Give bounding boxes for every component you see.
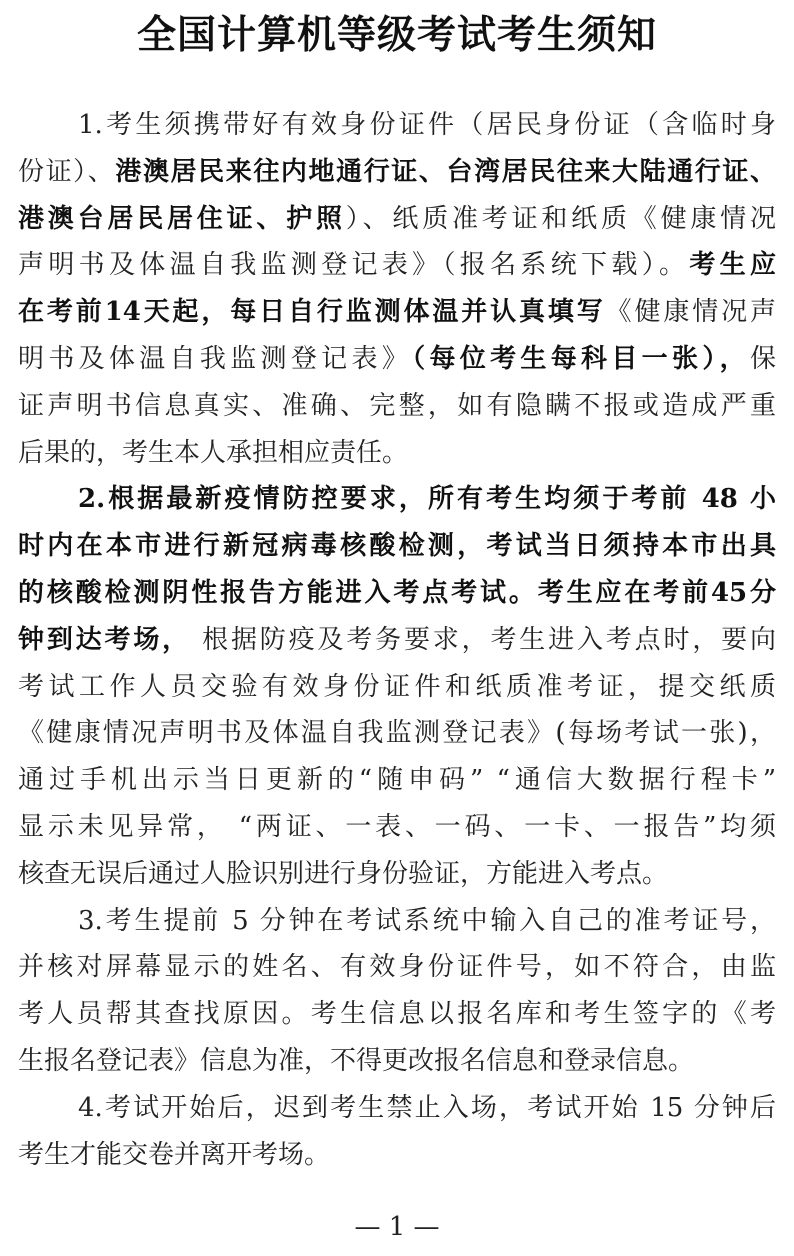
text-line xyxy=(18,898,776,945)
text: 《健康情况声 xyxy=(605,297,776,328)
bold-text: 在考前14天起，每日自行监测体温并认真填写 xyxy=(18,297,606,328)
text-line xyxy=(18,383,776,430)
text-line xyxy=(18,1085,776,1132)
text-line xyxy=(18,757,776,804)
text: 份证）、 xyxy=(18,156,116,187)
text-line xyxy=(18,196,776,243)
paragraph-3 xyxy=(18,898,776,1085)
bold-text: 的核酸检测阴性报告方能进入考点考试。考生应在考前45分 xyxy=(18,577,776,608)
text-line xyxy=(18,336,776,383)
text: 生报名登记表》信息为准，不得更改报名信息和登录信息。 xyxy=(18,1045,695,1076)
bold-text: 港澳居民来往内地通行证、台湾居民往来大陆通行证、 xyxy=(115,156,776,187)
bold-text: 钟到达考场， xyxy=(18,624,192,655)
text: ）、纸质准考证和纸质《健康情况 xyxy=(345,203,776,234)
text-line xyxy=(18,804,776,851)
text-line xyxy=(18,710,776,757)
text-line xyxy=(18,851,776,898)
text-line xyxy=(18,944,776,991)
bold-text: 考生应 xyxy=(689,250,776,281)
text-line xyxy=(18,523,776,570)
text: 考人员帮其查找原因。考生信息以报名库和考生签字的《考 xyxy=(18,999,776,1030)
text-line xyxy=(18,476,776,523)
document-title: 全国计算机等级考试考生须知 xyxy=(136,12,657,58)
text: 3.考生提前 5 分钟在考试系统中输入自己的准考证号， xyxy=(78,905,776,936)
text-line xyxy=(18,430,776,477)
text: 考生才能交卷并离开考场。 xyxy=(18,1139,331,1170)
text-line xyxy=(18,149,776,196)
paragraph-4 xyxy=(18,1085,776,1179)
text-line xyxy=(18,242,776,289)
text: 声明书及体温自我监测登记表》（报名系统下载）。 xyxy=(18,250,690,281)
text-line xyxy=(18,1132,776,1179)
document-body xyxy=(18,102,776,1178)
text: 显示未见异常， “两证、一表、一码、一卡、一报告”均须 xyxy=(18,811,776,842)
text-line xyxy=(18,617,776,664)
page-number: — 1 — xyxy=(354,1212,440,1242)
text-line xyxy=(18,1038,776,1085)
text-line xyxy=(18,991,776,1038)
bold-text: 2.根据最新疫情防控要求，所有考生均须于考前 48 小 xyxy=(78,484,776,515)
text-line xyxy=(18,570,776,617)
text-line xyxy=(18,102,776,149)
paragraph-1 xyxy=(18,102,776,476)
text: 1.考生须携带好有效身份证件（居民身份证（含临时身 xyxy=(78,110,776,140)
text: 通过手机出示当日更新的“随申码” “通信大数据行程卡” xyxy=(18,765,776,796)
text: 明书及体温自我监测登记表》 xyxy=(18,343,413,374)
text-line xyxy=(18,664,776,711)
text: 并核对屏幕显示的姓名、有效身份证件号，如不符合，由监 xyxy=(18,952,776,983)
text: 证声明书信息真实、准确、完整，如有隐瞒不报或造成严重 xyxy=(18,390,776,421)
bold-text: 港澳台居民居住证、护照 xyxy=(18,203,346,234)
text: 根据防疫及考务要求，考生进入考点时，要向 xyxy=(191,624,776,655)
text: 保 xyxy=(749,343,776,374)
paragraph-2 xyxy=(18,476,776,897)
text: 《健康情况声明书及体温自我监测登记表》(每场考试一张)， xyxy=(18,718,776,749)
text: 核查无误后通过人脸识别进行身份验证，方能进入考点。 xyxy=(18,858,669,889)
bold-text: 时内在本市进行新冠病毒核酸检测，考试当日须持本市出具 xyxy=(18,531,776,562)
text-line xyxy=(18,289,776,336)
text: 4.考试开始后，迟到考生禁止入场，考试开始 15 分钟后 xyxy=(78,1092,776,1123)
bold-text: （每位考生每科目一张）， xyxy=(412,343,750,374)
text: 后果的，考生本人承担相应责任。 xyxy=(18,437,409,468)
text: 考试工作人员交验有效身份证件和纸质准考证，提交纸质 xyxy=(18,671,776,702)
